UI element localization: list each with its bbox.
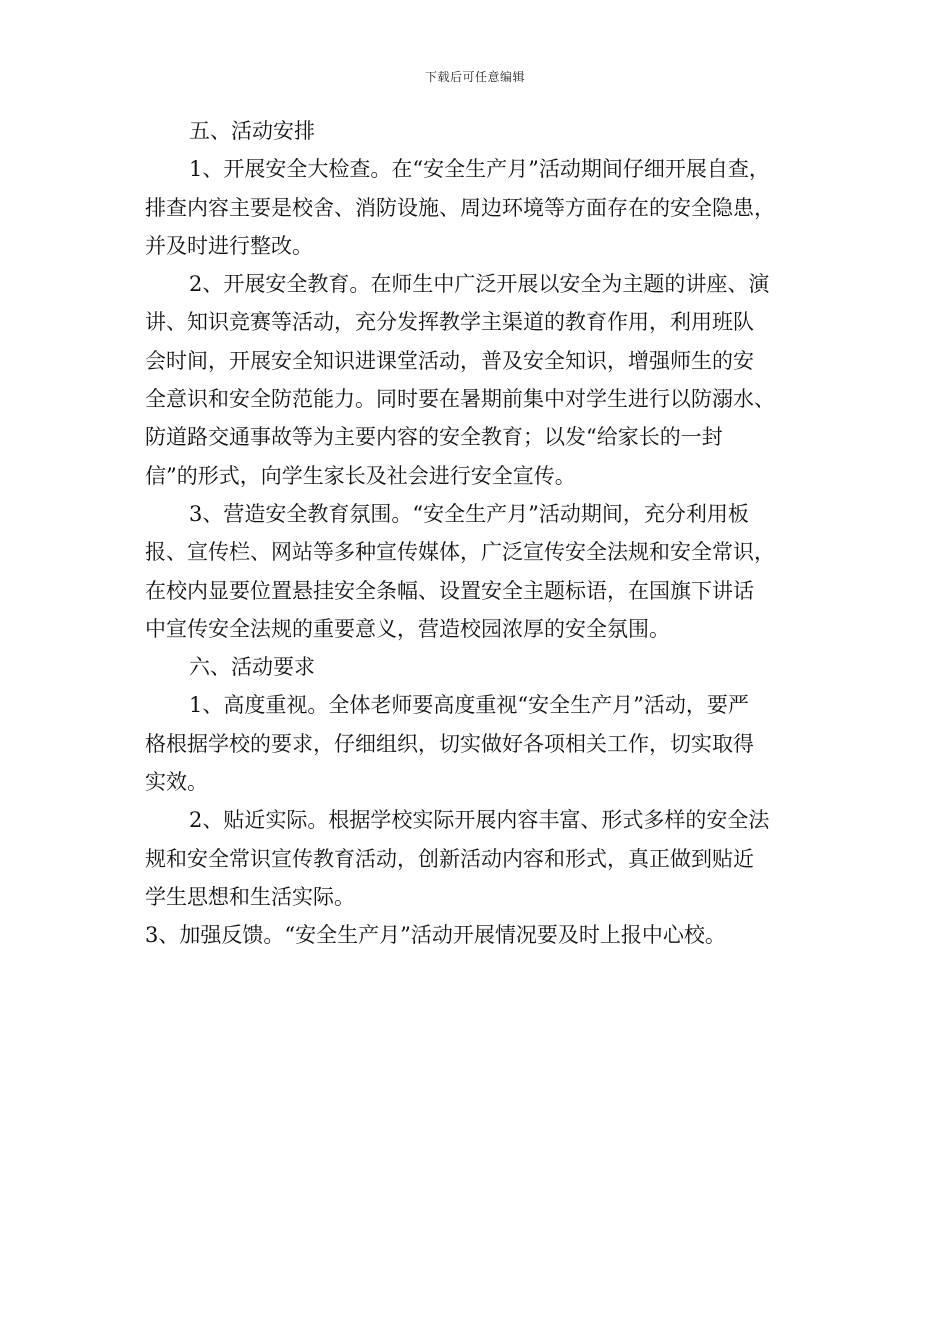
body-line: 学生思想和生活实际。	[145, 884, 355, 909]
body-line: 会时间，开展安全知识进课堂活动，普及安全知识，增强师生的安	[145, 348, 754, 373]
body-line: 3、加强反馈。“安全生产月”活动开展情况要及时上报中心校。	[145, 923, 726, 948]
body-line: 在校内显要位置悬挂安全条幅、设置安全主题标语，在国旗下讲话	[145, 578, 754, 603]
body-line: 报、宣传栏、网站等多种宣传媒体，广泛宣传安全法规和安全常识，	[145, 540, 775, 565]
body-line: 排查内容主要是校舍、消防设施、周边环境等方面存在的安全隐患，	[145, 195, 775, 220]
body-line: 2、开展安全教育。在师生中广泛开展以安全为主题的讲座、演	[189, 272, 770, 297]
body-line: 实效。	[145, 770, 208, 795]
body-line: 六、活动要求	[189, 655, 315, 680]
body-line: 中宣传安全法规的重要意义，营造校园浓厚的安全氛围。	[145, 616, 670, 641]
body-line: 全意识和安全防范能力。同时要在暑期前集中对学生进行以防溺水、	[145, 387, 775, 412]
body-line: 1、开展安全大检查。在“安全生产月”活动期间仔细开展自查，	[189, 157, 770, 182]
body-line: 格根据学校的要求，仔细组织，切实做好各项相关工作，切实取得	[145, 731, 754, 756]
page-header: 下载后可任意编辑	[424, 70, 525, 84]
body-line: 2、贴近实际。根据学校实际开展内容丰富、形式多样的安全法	[189, 808, 770, 833]
body-line: 并及时进行整改。	[145, 233, 313, 258]
body-line: 信”的形式，向学生家长及社会进行安全宣传。	[145, 463, 576, 488]
body-line: 1、高度重视。全体老师要高度重视“安全生产月”活动，要严	[189, 693, 749, 718]
body-line: 讲、知识竞赛等活动，充分发挥教学主渠道的教育作用，利用班队	[145, 310, 754, 335]
body-line: 五、活动安排	[189, 119, 315, 143]
body-line: 规和安全常识宣传教育活动，创新活动内容和形式，真正做到贴近	[145, 846, 754, 871]
body-line: 3、营造安全教育氛围。“安全生产月”活动期间，充分利用板	[189, 501, 749, 526]
document-body	[145, 112, 813, 955]
body-line: 防道路交通事故等为主要内容的安全教育；以发“给家长的一封	[145, 425, 723, 450]
